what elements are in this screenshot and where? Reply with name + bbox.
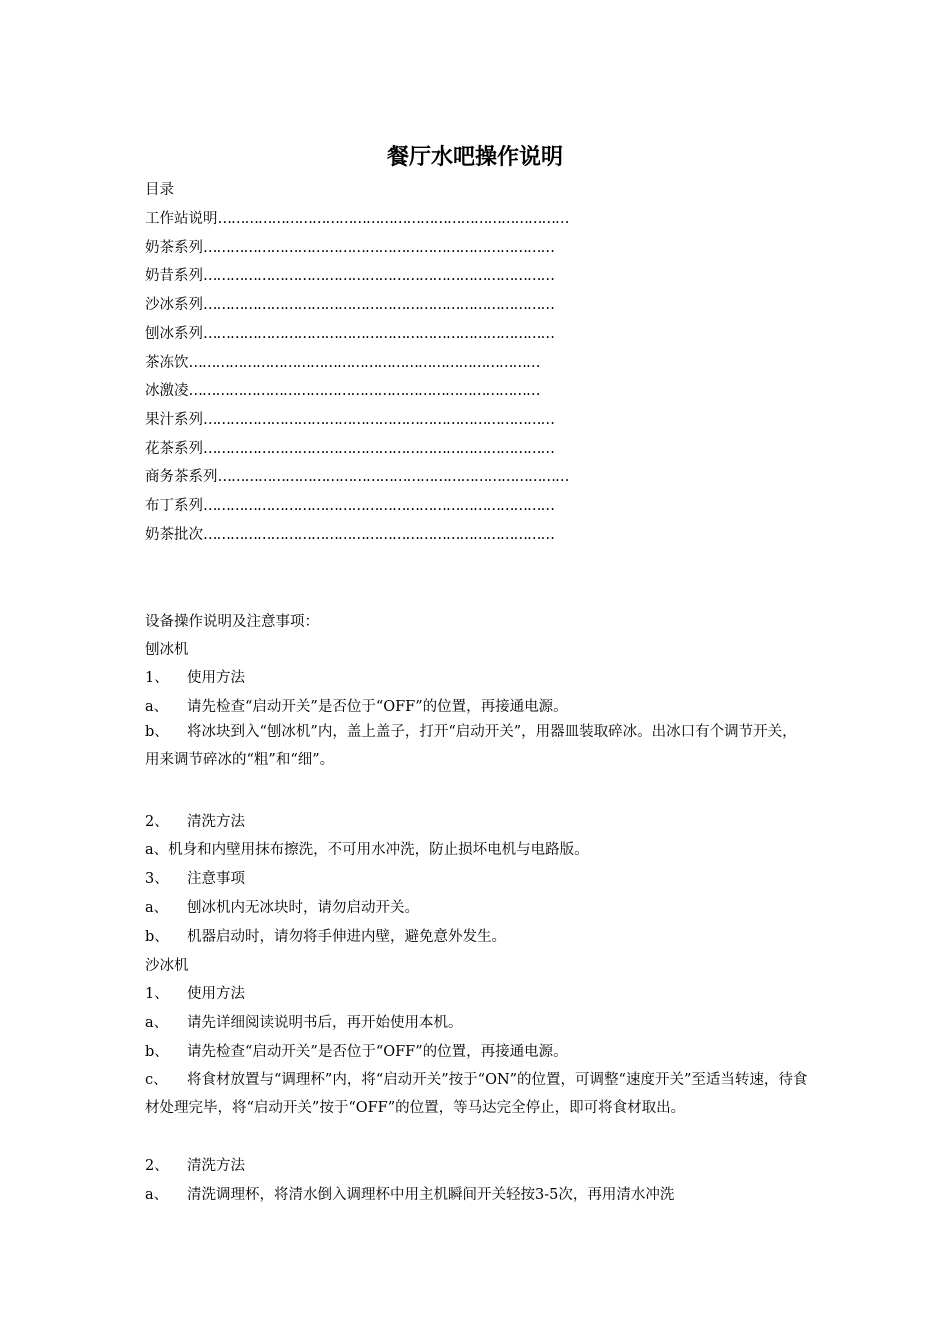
item-text: 刨冰机内无冰块时，请勿启动开关。 [187,900,419,916]
toc-item-label: 刨冰系列 [145,325,203,342]
list-item [145,697,568,717]
toc-item-label: 沙冰系列 [145,297,203,314]
toc-leader-dots: …………………………………………………………………… [203,239,554,256]
list-item [145,812,245,832]
toc-item-label: 冰激凌 [145,383,189,400]
item-title: 使用方法 [187,986,245,1002]
toc-item [145,238,554,258]
toc-item [145,467,569,487]
toc-item [145,496,554,516]
toc-leader-dots: …………………………………………………………………… [203,268,554,285]
item-number: a、 [145,699,169,715]
toc-item-label: 商务茶系列 [145,469,218,486]
toc-item [145,439,554,459]
item-number: b、 [145,929,169,945]
item-number: a、 [145,1015,169,1031]
item-title: 清洗方法 [187,814,245,830]
item-title: 清洗方法 [187,1158,245,1174]
toc-leader-dots: …………………………………………………………………… [203,325,554,342]
list-item [145,1185,674,1205]
list-item [145,1042,568,1062]
item-number: 1、 [145,986,169,1002]
item-number: 2、 [145,1158,169,1174]
item-text: 请先检查“启动开关”是否位于“OFF”的位置，再接通电源。 [187,699,568,715]
item-title: 使用方法 [187,670,245,686]
page-title: 餐厅水吧操作说明 [386,145,563,170]
toc-item-label: 工作站说明 [145,211,218,227]
toc-leader-dots: …………………………………………………………………… [203,526,554,543]
item-text: 将冰块到入“刨冰机”内，盖上盖子，打开“启动开关”，用器皿装取碎冰。出冰口有个调节开关，用来调节碎冰的“粗”和“细”。 [145,724,797,768]
list-item [145,1013,463,1033]
toc-item [145,324,554,344]
toc-leader-dots: …………………………………………………………………… [203,498,554,514]
list-item [145,668,245,688]
toc-item [145,295,554,315]
list-item [145,984,245,1004]
toc-heading: 目录 [145,182,174,198]
machine-1-name: 刨冰机 [145,642,189,658]
toc-item [145,353,540,373]
toc-leader-dots: …………………………………………………………………… [217,469,569,486]
toc-item-label: 奶茶系列 [145,239,203,256]
toc-item-label: 奶茶批次 [145,526,203,543]
list-item [145,1156,245,1176]
list-item [145,1066,810,1122]
item-number: a、 [145,1187,169,1203]
toc-item-label: 果汁系列 [145,411,203,428]
toc-item-label: 奶昔系列 [145,268,203,285]
list-item [145,718,810,774]
toc-item [145,381,540,401]
toc-item [145,266,554,286]
toc-item-label: 茶冻饮 [145,354,189,371]
item-number: b、 [145,724,169,740]
toc-item [145,525,554,545]
item-number: 2、 [145,814,169,830]
section-heading: 设备操作说明及注意事项： [145,614,319,630]
item-text: 机器启动时，请勿将手伸进内壁，避免意外发生。 [187,929,506,945]
item-title: 注意事项 [187,871,245,887]
item-number: a、 [145,900,169,916]
list-item [145,898,419,918]
list-item [145,869,245,889]
item-number: 1、 [145,670,169,686]
item-text: 请先详细阅读说明书后，再开始使用本机。 [187,1015,463,1031]
toc-leader-dots: …………………………………………………………………… [217,211,569,227]
item-number: 3、 [145,871,169,887]
item-number: b、 [145,1044,169,1060]
item-text: 将食材放置与“调理杯”内，将“启动开关”按于“ON”的位置，可调整“速度开关”至适当转速，待食材处理完毕，将“启动开关”按于“OFF”的位置，等马达完全停止，即可将食材取出。 [145,1072,808,1116]
list-item [145,927,506,947]
toc-item [145,209,569,229]
item-text: 请先检查“启动开关”是否位于“OFF”的位置，再接通电源。 [187,1044,568,1060]
toc-leader-dots: …………………………………………………………………… [203,297,554,314]
toc-leader-dots: …………………………………………………………………… [188,354,540,371]
item-number: c、 [145,1072,168,1088]
toc-item [145,410,554,430]
toc-leader-dots: …………………………………………………………………… [203,411,554,428]
machine-2-name: 沙冰机 [145,958,189,974]
list-item-text: a、机身和内壁用抹布擦洗，不可用水冲洗，防止损坏电机与电路版。 [145,842,589,858]
toc-leader-dots: …………………………………………………………………… [203,440,554,457]
toc-item-label: 花茶系列 [145,440,203,457]
toc-leader-dots: …………………………………………………………………… [188,383,540,400]
item-text: 清洗调理杯，将清水倒入调理杯中用主机瞬间开关轻按3-5次，再用清水冲洗 [187,1187,675,1203]
toc-item-label: 布丁系列 [145,498,203,514]
